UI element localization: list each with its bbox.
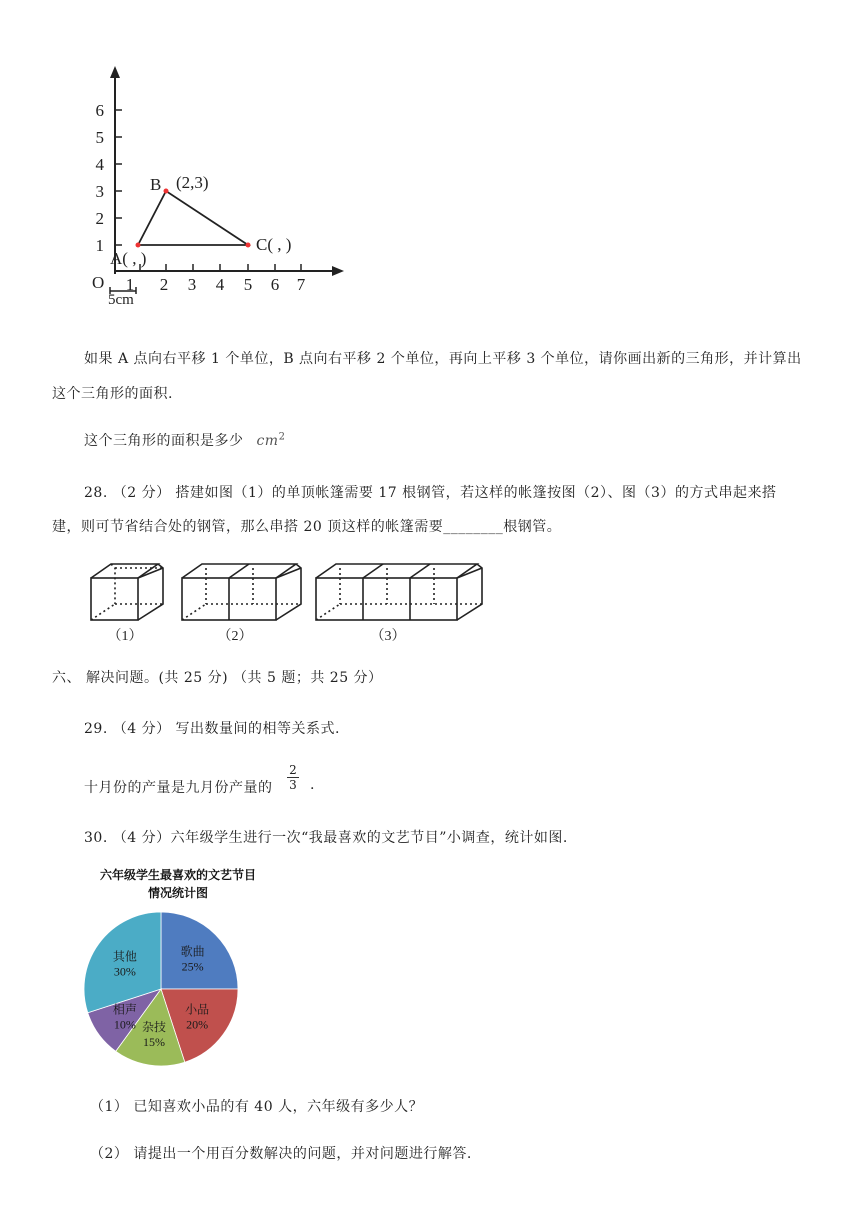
point-b-coordinate: (2,3) [176,173,209,192]
area-unit-exponent: 2 [278,431,286,443]
tent-figures [85,558,490,648]
q30-sub-2: （2） 请提出一个用百分数解决的问题，并对问题进行解答. [90,1146,472,1162]
y-tick-label: 1 [95,236,104,255]
y-tick-label: 4 [95,155,104,174]
q27-line-1: 如果 A 点向右平移 1 个单位，B 点向右平移 2 个单位，再向上平移 3 个单位，请你画出新的三角形，并计算出 [84,351,802,367]
pie-slice-label: 歌曲 [180,944,205,959]
triangle-abc [138,191,248,245]
pie-slice-label: 杂技 [142,1020,167,1035]
scale-label: 5cm [108,292,134,308]
point-c-label: C( , ) [256,235,292,254]
y-tick-label: 2 [95,209,104,228]
pie-chart [76,862,286,1072]
q30-line-1: 30. （4 分）六年级学生进行一次“我最喜欢的文艺节目”小调查，统计如图. [84,830,568,846]
point-b-label: B [150,175,162,194]
area-unit: cm [256,433,279,449]
x-tick-label: 4 [215,275,225,294]
pie-slice-label: 小品 [185,1002,210,1017]
q29-line-2-end: . [310,777,315,793]
x-tick-label: 3 [187,275,197,294]
q29-line-2: 十月份的产量是九月份产量的 [84,780,273,796]
tent-figure-1 [91,564,163,620]
origin-label: O [92,273,105,292]
coordinate-figure [80,64,350,309]
point-c [246,243,251,248]
tent-figure-3 [316,564,482,620]
x-tick-label: 6 [270,275,280,294]
y-tick-label: 5 [95,128,104,147]
tent-label-2: （2） [217,629,253,644]
fraction-numerator: 2 [289,763,297,777]
point-b [164,189,169,194]
q30-sub-1: （1） 已知喜欢小品的有 40 人，六年级有多少人？ [90,1099,424,1115]
q28-line-1: 28. （2 分） 搭建如图（1）的单顶帐篷需要 17 根钢管，若这样的帐篷按图（2）、图（3）的方式串起来搭 [84,485,777,501]
point-a [136,243,141,248]
pie-slice-percent: 25% [181,959,204,974]
fraction-denominator: 3 [289,778,297,792]
pie-slice-label: 其他 [112,949,137,964]
q27-area-prompt: 这个三角形的面积是多少 $cm^2$ [84,431,286,449]
q27-line-2: 这个三角形的面积. [52,386,173,402]
pie-slice-percent: 20% [186,1017,209,1032]
x-tick-label: 5 [243,275,253,294]
x-axis-arrow [332,266,344,276]
point-a-label: A( , ) [110,249,147,268]
section-6-heading: 六、 解决问题。(共 25 分) （共 5 题；共 25 分） [52,670,383,686]
y-tick-label: 6 [95,101,104,120]
pie-slice-label: 相声 [112,1002,137,1017]
y-tick-label: 3 [95,182,104,201]
q28-line-2: 建，则可节省结合处的钢管，那么串搭 20 顶这样的帐篷需要________根钢管。 [52,519,562,535]
q29-line-1: 29. （4 分） 写出数量间的相等关系式. [84,721,340,737]
pie-slice-percent: 10% [113,1017,136,1032]
y-axis-arrow [110,66,120,78]
fraction-two-thirds [287,764,299,791]
x-tick-label: 7 [296,275,306,294]
x-tick-label: 1 [125,275,135,294]
chart-subtitle: 情况统计图 [147,886,209,900]
pie-slice-percent: 15% [143,1035,166,1050]
tent-label-3: （3） [370,629,406,644]
chart-title: 六年级学生最喜欢的文艺节目 [99,868,257,882]
tent-figure-2 [182,564,301,620]
x-tick-label: 2 [159,275,169,294]
pie-slice-percent: 30% [113,964,136,979]
tent-label-1: （1） [107,629,143,644]
